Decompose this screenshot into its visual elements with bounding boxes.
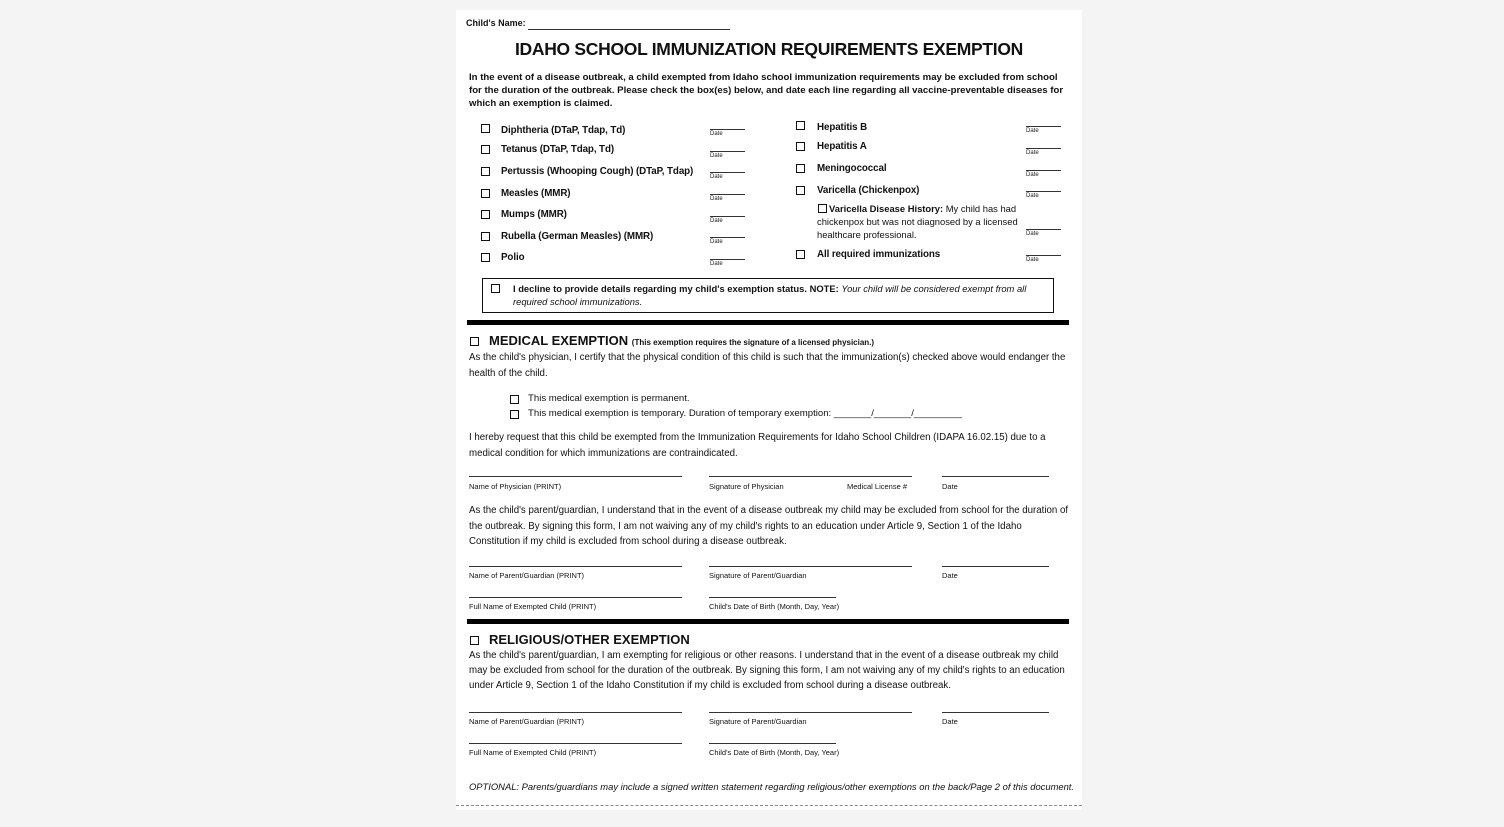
date-label: Date	[1026, 193, 1039, 199]
date-label: Date	[1026, 128, 1039, 134]
vaccine-label: Pertussis (Whooping Cough) (DTaP, Tdap)	[501, 166, 694, 177]
child-name-label: Child's Name:	[466, 18, 526, 28]
religious-child-name-field[interactable]	[469, 743, 682, 744]
date-field[interactable]	[710, 151, 745, 152]
physician-name-label: Name of Physician (PRINT)	[469, 482, 562, 491]
date-label: Date	[1026, 231, 1039, 237]
physician-date-label: Date	[942, 482, 958, 491]
page-cut-edge	[456, 805, 1082, 806]
religious-date-field[interactable]	[942, 712, 1049, 713]
date-field[interactable]	[710, 237, 745, 238]
varicella-history-line-2: chickenpox but was not diagnosed by a licensed	[817, 216, 1018, 227]
varicella-history-line-1: Varicella Disease History: My child has had	[829, 203, 1017, 214]
parent-date-label: Date	[942, 571, 958, 580]
checkbox-varicella[interactable]	[796, 186, 805, 195]
vaccine-label: Diphtheria (DTaP, Tdap, Td)	[501, 125, 626, 136]
child-full-name-field[interactable]	[469, 597, 682, 598]
checkbox-permanent[interactable]	[510, 395, 519, 404]
decline-line-1: I decline to provide details regarding my child's exemption status. NOTE: Your child will be considered exempt from all	[513, 283, 1027, 294]
checkbox-pertussis[interactable]	[481, 167, 490, 176]
medical-parent-text: As the child's parent/guardian, I understand that in the event of a disease outbreak my child may be excluded from school for the duration of the outbreak. By signing this form, I am not waiving any of my child's rights to an education under Article 9, Section 1 of the Idaho Constitution if my child is excluded from school during a disease outbreak.	[469, 505, 1069, 547]
date-field[interactable]	[1026, 148, 1061, 149]
vaccine-label: Hepatitis A	[817, 141, 867, 152]
checkbox-tetanus[interactable]	[481, 145, 490, 154]
physician-signature-field[interactable]	[709, 476, 912, 477]
date-field[interactable]	[1026, 255, 1061, 256]
checkbox-diphtheria[interactable]	[481, 124, 490, 133]
vaccine-label: Varicella (Chickenpox)	[817, 185, 920, 196]
religious-parent-name-field[interactable]	[469, 712, 682, 713]
vaccine-label: Meningococcal	[817, 163, 887, 174]
permanent-label: This medical exemption is permanent.	[528, 393, 690, 404]
date-label: Date	[710, 131, 723, 137]
religious-child-dob-field[interactable]	[709, 743, 836, 744]
medical-certify-text: As the child's physician, I certify that the physical condition of this child is such that the immunization(s) checked above would endanger the health of the child.	[469, 352, 1066, 379]
checkbox-temporary[interactable]	[510, 410, 519, 419]
date-label: Date	[710, 196, 723, 202]
physician-signature-label: Signature of Physician	[709, 482, 784, 491]
date-field[interactable]	[1026, 229, 1061, 230]
checkbox-measles[interactable]	[481, 189, 490, 198]
intro-text: In the event of a disease outbreak, a child exempted from Idaho school immunization requirements may be excluded from school for the duration of the outbreak. Please check the box(es) below, and date each line regarding all vaccine-preventable diseases for which an exemption is claimed.	[469, 72, 1064, 109]
parent-name-field[interactable]	[469, 566, 682, 567]
physician-name-field[interactable]	[469, 476, 682, 477]
religious-parent-name-label: Name of Parent/Guardian (PRINT)	[469, 717, 585, 726]
document-page	[456, 10, 1082, 810]
parent-name-label: Name of Parent/Guardian (PRINT)	[469, 571, 585, 580]
child-dob-label: Child's Date of Birth (Month, Day, Year)	[709, 602, 840, 611]
section-divider	[467, 320, 1069, 325]
date-field[interactable]	[710, 172, 745, 173]
vaccine-label: Measles (MMR)	[501, 188, 571, 199]
date-label: Date	[1026, 257, 1039, 263]
religious-date-label: Date	[942, 717, 958, 726]
date-field[interactable]	[710, 194, 745, 195]
vaccine-label: Mumps (MMR)	[501, 209, 567, 220]
religious-parent-signature-field[interactable]	[709, 712, 912, 713]
parent-signature-label: Signature of Parent/Guardian	[709, 571, 807, 580]
date-label: Date	[1026, 150, 1039, 156]
decline-line-2: required school immunizations.	[513, 296, 643, 307]
medical-heading: MEDICAL EXEMPTION (This exemption requires the signature of a licensed physician.)	[489, 333, 875, 348]
vaccine-label: Tetanus (DTaP, Tdap, Td)	[501, 144, 614, 155]
checkbox-rubella[interactable]	[481, 232, 490, 241]
date-field[interactable]	[710, 259, 745, 260]
physician-date-field[interactable]	[942, 476, 1049, 477]
vaccine-label: Polio	[501, 252, 525, 263]
date-field[interactable]	[1026, 170, 1061, 171]
checkbox-hepatitis-a[interactable]	[796, 142, 805, 151]
date-label: Date	[710, 153, 723, 159]
checkbox-medical-exemption[interactable]	[470, 337, 479, 346]
checkbox-varicella-history[interactable]	[818, 204, 827, 213]
date-field[interactable]	[710, 216, 745, 217]
religious-heading: RELIGIOUS/OTHER EXEMPTION	[489, 632, 690, 647]
date-label: Date	[710, 261, 723, 267]
vaccine-label: Hepatitis B	[817, 122, 868, 133]
checkbox-polio[interactable]	[481, 253, 490, 262]
date-label: Date	[710, 239, 723, 245]
checkbox-all-required[interactable]	[796, 250, 805, 259]
checkbox-meningococcal[interactable]	[796, 164, 805, 173]
child-name-field[interactable]	[528, 29, 730, 30]
medical-request-text: I hereby request that this child be exempted from the Immunization Requirements for Idaho School Children (IDAPA 16.02.15) due to a medical condition for which immunizations are contraindicated.	[469, 432, 1046, 459]
child-dob-field[interactable]	[709, 597, 836, 598]
date-field[interactable]	[710, 129, 745, 130]
date-label: Date	[1026, 172, 1039, 178]
all-required-label: All required immunizations	[817, 249, 941, 260]
date-field[interactable]	[1026, 191, 1061, 192]
religious-text: As the child's parent/guardian, I am exempting for religious or other reasons. I understand that in the event of a disease outbreak my child may be excluded from school for the duration of the outbreak. By signing this form, I am not waiving any of my child's rights to an education under Article 9, Section 1 of the Idaho Constitution if my child is excluded from school during a disease outbreak.	[469, 650, 1065, 691]
date-label: Date	[710, 174, 723, 180]
religious-child-dob-label: Child's Date of Birth (Month, Day, Year)	[709, 748, 840, 757]
varicella-history-line-3: healthcare professional.	[817, 229, 917, 240]
vaccine-label: Rubella (German Measles) (MMR)	[501, 231, 654, 242]
date-field[interactable]	[1026, 126, 1061, 127]
section-divider	[467, 619, 1069, 624]
parent-signature-field[interactable]	[709, 566, 912, 567]
date-label: Date	[710, 218, 723, 224]
checkbox-religious-exemption[interactable]	[470, 636, 479, 645]
child-full-name-label: Full Name of Exempted Child (PRINT)	[469, 602, 597, 611]
temporary-label: This medical exemption is temporary. Duration of temporary exemption: _______/_______/_________	[528, 408, 962, 419]
religious-child-name-label: Full Name of Exempted Child (PRINT)	[469, 748, 597, 757]
parent-date-field[interactable]	[942, 566, 1049, 567]
medical-license-label: Medical License #	[847, 482, 908, 491]
optional-note: OPTIONAL: Parents/guardians may include a signed written statement regarding religious/other exemptions on the back/Page 2 of this document.	[469, 781, 1075, 792]
checkbox-mumps[interactable]	[481, 210, 490, 219]
religious-parent-signature-label: Signature of Parent/Guardian	[709, 717, 807, 726]
page-title: IDAHO SCHOOL IMMUNIZATION REQUIREMENTS EXEMPTION	[514, 39, 1024, 59]
checkbox-decline[interactable]	[491, 284, 500, 293]
checkbox-hepatitis-b[interactable]	[796, 121, 805, 130]
